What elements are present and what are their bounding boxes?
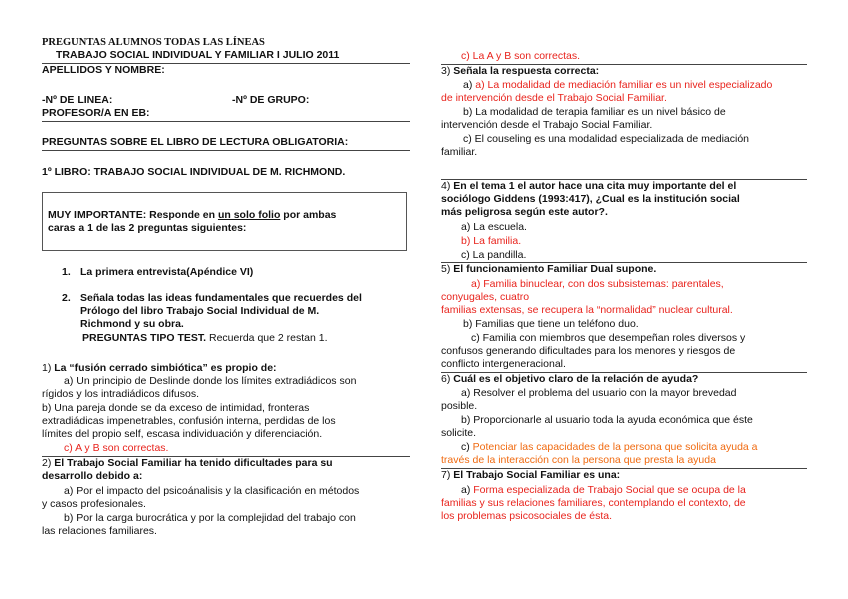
q4-option-c: c) La pandilla. — [461, 249, 527, 261]
q1-option-b-line3: límites del propio self, escasa individuación y diferenciación. — [42, 428, 323, 440]
q2-stem-line2: desarrollo debido a: — [42, 470, 143, 482]
q7-text: El Trabajo Social Familiar es una: — [453, 469, 621, 481]
q5-text: El funcionamiento Familiar Dual supone. — [453, 263, 657, 275]
important-note-line2: caras a 1 de las 2 preguntas siguientes: — [48, 222, 247, 234]
q7-num: 7) — [441, 469, 454, 481]
q2-option-a-line2: y casos profesionales. — [42, 498, 146, 510]
q6-option-c-text: Potenciar las capacidades de la persona que solicita ayuda a — [472, 441, 758, 453]
q7-stem — [441, 469, 807, 482]
q3-option-a: a) a) La modalidad de mediación familiar es un nivel especializado — [463, 79, 773, 91]
q5-num: 5) — [441, 263, 454, 275]
q2-option-b-line2: las relaciones familiares. — [42, 525, 157, 537]
q7-option-a-line3: los problemas psicosociales de ésta. — [441, 510, 613, 522]
q6-stem — [441, 373, 807, 386]
libro-title: 1º LIBRO: TRABAJO SOCIAL INDIVIDUAL DE M. RICHMOND. — [42, 166, 346, 178]
divider — [42, 150, 410, 151]
q2-stem — [42, 457, 410, 470]
test-note: Recuerda que 2 restan 1. — [206, 332, 328, 344]
q5-option-c-line3: conflicto intergeneracional. — [441, 358, 566, 370]
q6-text: Cuál es el objetivo claro de la relación de ayuda? — [453, 373, 699, 385]
q7-option-a — [461, 484, 807, 497]
test-heading — [82, 332, 410, 345]
q5-option-a-line3: familias extensas, se recupera la “normalidad” nuclear cultural. — [441, 304, 733, 316]
q1-option-a: a) Un principio de Deslinde donde los límites extradiádicos son — [64, 375, 357, 387]
q1-option-a-line2: rígidos y los intradiádicos difusos. — [42, 388, 199, 400]
q6-option-b-line2: solicite. — [441, 427, 477, 439]
divider — [42, 121, 410, 122]
q2-option-a: a) Por el impacto del psicoánalisis y la clasificación en métodos — [64, 485, 360, 497]
q3-option-c-line2: familiar. — [441, 146, 478, 158]
q5-option-b: b) Familias que tiene un teléfono duo. — [463, 318, 639, 330]
q5-option-a: a) Familia binuclear, con dos subsistemas: parentales, — [471, 278, 724, 290]
q2-text: El Trabajo Social Familiar ha tenido dificultades para su — [54, 457, 333, 469]
q1-text: La “fusión cerrado simbiótica” es propio de: — [54, 362, 277, 374]
q6-option-b: b) Proporcionarle al usuario toda la ayuda económica que éste — [461, 414, 753, 426]
q2-option-c: c) La A y B son correctas. — [461, 50, 581, 62]
q4-num: 4) — [441, 180, 454, 192]
q5-option-c: c) Familia con miembros que desempeñan roles diversos y — [471, 332, 746, 344]
open-question-1: La primera entrevista(Apéndice VI) — [80, 266, 254, 278]
grupo-label: -Nº DE GRUPO: — [232, 94, 310, 106]
q3-option-a-line2: de intervención desde el Trabajo Social Familiar. — [441, 92, 667, 104]
q3-option-b: b) La modalidad de terapia familiar es un nivel básico de — [463, 106, 726, 118]
q1-stem — [42, 362, 410, 375]
q4-text: En el tema 1 el autor hace una cita muy importante del el — [453, 180, 737, 192]
test-title: PREGUNTAS TIPO TEST. — [82, 332, 207, 344]
libro-header: PREGUNTAS SOBRE EL LIBRO DE LECTURA OBLIGATORIA: — [42, 136, 349, 148]
q2-num: 2) — [42, 457, 55, 469]
q1-option-b-line2: extradiádicas impenetrables, confusión interna, perdidas de los — [42, 415, 336, 427]
q3-option-b-line2: intervención desde el Trabajo Social Familiar. — [441, 119, 653, 131]
q4-option-b: b) La familia. — [461, 235, 522, 247]
q4-stem-line2: sociólogo Giddens (1993:417), ¿Cual es la institución social — [441, 193, 740, 205]
q1-option-c: c) A y B son correctas. — [64, 442, 169, 454]
q4-option-a: a) La escuela. — [461, 221, 527, 233]
q2-option-b: b) Por la carga burocrática y por la complejidad del trabajo con — [64, 512, 356, 524]
q7-option-a-prefix: a) — [461, 484, 474, 496]
q6-option-a-line2: posible. — [441, 400, 478, 412]
q4-stem-line3: más peligrosa según este autor?. — [441, 206, 608, 218]
q3-num: 3) — [441, 65, 454, 77]
q3-option-a-text: a) La modalidad de mediación familiar es un nivel especializado — [475, 79, 773, 91]
q1-option-b: b) Una pareja donde se da exceso de intimidad, fronteras — [42, 402, 310, 414]
apellidos-label: APELLIDOS Y NOMBRE: — [42, 64, 165, 76]
q7-option-a-text: Forma especializada de Trabajo Social que se ocupa de la — [473, 484, 746, 496]
q5-option-a-line2: conyugales, cuatro — [441, 291, 530, 303]
open-question-1-num: 1. — [62, 266, 71, 278]
q4-stem — [441, 180, 807, 193]
open-question-2-line3: Richmond y su obra. — [80, 318, 184, 330]
q3-option-c: c) El couseling es una modalidad especializada de mediación — [463, 133, 750, 145]
important-pre: MUY IMPORTANTE: Responde en — [48, 209, 218, 221]
q6-num: 6) — [441, 373, 454, 385]
q6-option-c-prefix: c) — [461, 441, 473, 453]
q5-option-c-line2: confusos generando dificultades para los menores y riesgos de — [441, 345, 736, 357]
profesor-label: PROFESOR/A EN EB: — [42, 107, 150, 119]
q6-option-a: a) Resolver el problema del usuario con la mayor brevedad — [461, 387, 737, 399]
q1-num: 1) — [42, 362, 55, 374]
q6-option-c-line2: través de la interacción con la persona que presta la ayuda — [441, 454, 716, 466]
q3-text: Señala la respuesta correcta: — [453, 65, 600, 77]
document-title: PREGUNTAS ALUMNOS TODAS LAS LÍNEAS — [42, 37, 265, 48]
document-subtitle: TRABAJO SOCIAL INDIVIDUAL Y FAMILIAR I JULIO 2011 — [56, 49, 340, 61]
q7-option-a-line2: familias y sus relaciones familiares, contemplando el contexto, de — [441, 497, 746, 509]
important-note — [48, 209, 410, 222]
open-question-2-line2: Prólogo del libro Trabajo Social Individual de M. — [80, 305, 320, 317]
open-question-2-num: 2. — [62, 292, 71, 304]
important-post: por ambas — [280, 209, 337, 221]
q3-stem — [441, 65, 807, 78]
q5-stem — [441, 263, 807, 276]
linea-label: -Nº DE LINEA: — [42, 94, 113, 106]
q6-option-c — [461, 441, 807, 454]
important-underlined: un solo folio — [217, 209, 281, 221]
open-question-2: Señala todas las ideas fundamentales que recuerdes del — [80, 292, 362, 304]
